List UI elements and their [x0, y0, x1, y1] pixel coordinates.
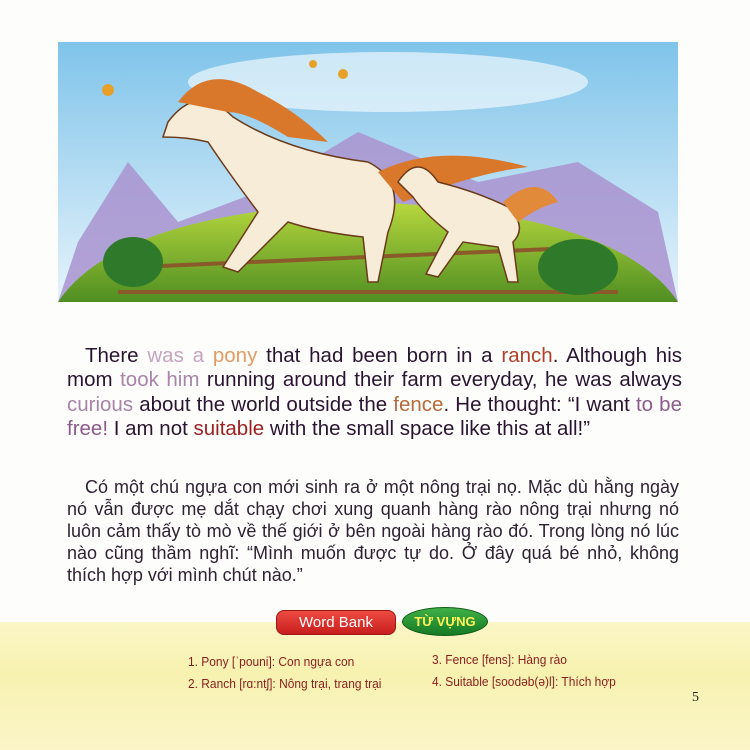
story-segment: suitable	[193, 416, 265, 440]
story-vietnamese-text: Có một chú ngựa con mới sinh ra ở một nông trại nọ. Mặc dù hằng ngày nó vẫn được mẹ dắt chạy chơi xung quanh hàng rào nông trại nhưng nó luôn cảm thấy tò mò về thế giới ở bên ngoài hàng rào đó. Trong lòng nó lúc nào cũng thầm nghĩ: “Mình muốn được tự do. Ở đây quá bé nhỏ, không thích hợp với mình chút nào.”	[67, 477, 679, 585]
story-english	[67, 344, 682, 441]
word-list-right	[432, 649, 616, 693]
story-segment: was a	[147, 344, 213, 367]
story-segment: . He thought: “I want	[443, 392, 636, 416]
story-segment: took him	[120, 368, 200, 392]
story-segment: There	[85, 344, 148, 367]
page-number: 5	[692, 690, 699, 705]
story-segment: with the small space like this at all!”	[264, 416, 591, 440]
word-bank-label-vn: TỪ VỰNG	[402, 607, 488, 636]
story-segment: about the world outside the	[133, 392, 394, 416]
pony-illustration	[58, 42, 678, 302]
word-item: 4. Suitable [soodəb(ə)l]: Thích hợp	[432, 674, 616, 689]
story-segment: . Although his mom	[67, 344, 683, 392]
story-segment: I am not	[108, 416, 194, 440]
story-segment: ranch	[501, 344, 553, 367]
story-segment: running around their farm everyday, he was always	[199, 368, 683, 392]
word-bank-label: Word Bank	[276, 610, 396, 635]
story-segment: pony	[212, 344, 258, 367]
word-item: 1. Pony [ˈpouni]: Con ngựa con	[188, 654, 355, 669]
story-segment: to be free!	[67, 392, 682, 440]
word-item: 3. Fence [fens]: Hàng rào	[432, 652, 567, 667]
story-segment: curious	[67, 392, 134, 416]
word-item: 2. Ranch [rɑ:ntʃ]: Nông trại, trang trại	[188, 676, 382, 691]
story-segment: fence	[393, 392, 444, 416]
story-segment: that had been born in a	[257, 344, 502, 367]
word-list-left	[188, 651, 381, 695]
story-vietnamese	[67, 476, 679, 586]
